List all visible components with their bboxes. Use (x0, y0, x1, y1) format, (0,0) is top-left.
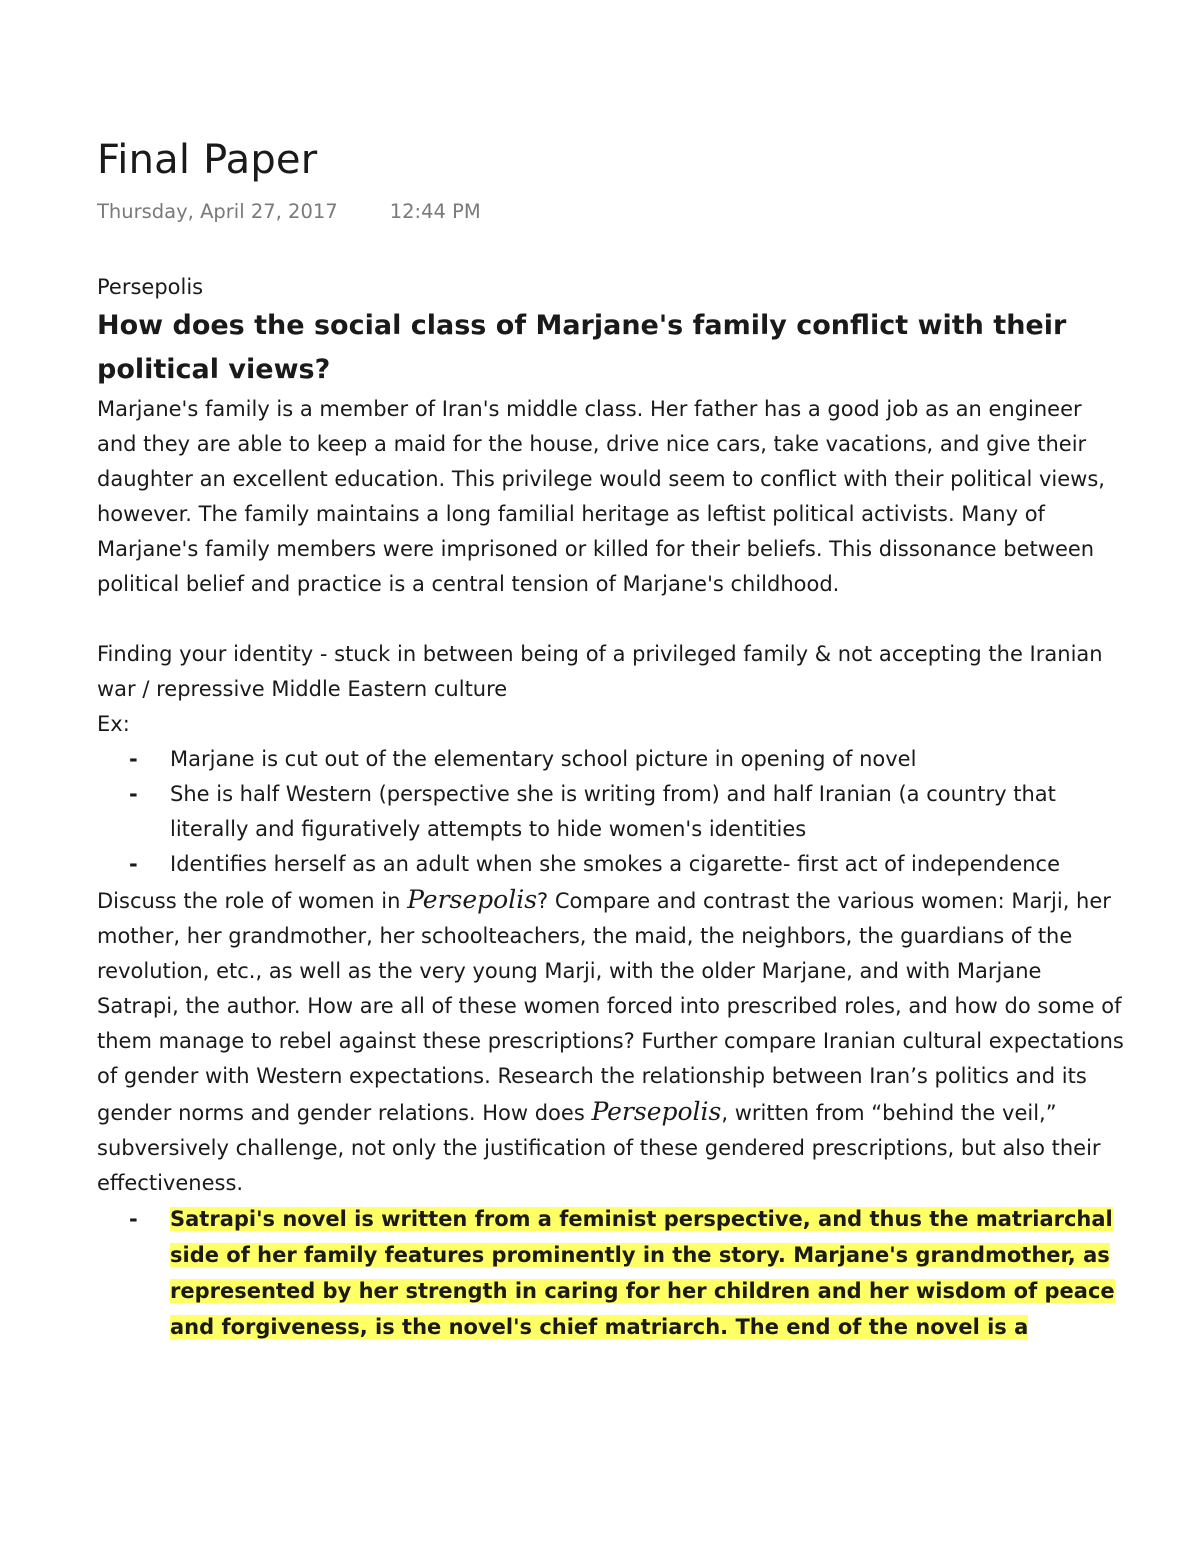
book-title: Persepolis (591, 1097, 722, 1126)
list-item (97, 1201, 1127, 1345)
list-item-text: Marjane is cut out of the elementary school picture in opening of novel (170, 747, 917, 771)
topic-label: Persepolis (97, 275, 204, 299)
discussion-text-2: ? Compare and contrast the various women: Marji, her mother, her grandmother, her schoolteachers, the maid, the neighbors, the guardians of the revolution, etc., as well as the very young Marji, with the older Marjane, and with Marjane Satrapi, the author. How are all of these women forced into prescribed roles, and how do some of them manage to rebel against these prescriptions? Further compare Iranian cultural expectations of gender with Western expectations. Research the relationship between Iran’s politics and its gender norms and gender relations. How does (97, 889, 1124, 1125)
list-item (97, 777, 1127, 847)
paragraph-social-class: Marjane's family is a member of Iran's middle class. Her father has a good job as an engineer and they are able to keep a maid for the house, drive nice cars, take vacations, and give their daughter an excellent education. This privilege would seem to conflict with their political views, however. The family maintains a long familial heritage as leftist political activists. Many of Marjane's family members were imprisoned or killed for their beliefs. This dissonance between political belief and practice is a central tension of Marjane's childhood. (97, 397, 1105, 596)
page-time: 12:44 PM (389, 200, 481, 223)
discussion-text-1: Discuss the role of women in (97, 889, 408, 913)
list-item-text: Identifies herself as an adult when she smokes a cigarette- first act of independence (170, 852, 1061, 876)
discussion-paragraph (97, 882, 1127, 1201)
book-title: Persepolis (407, 885, 538, 914)
identity-heading: Finding your identity - stuck in between being of a privileged family & not accepting the Iranian war / repressive Middle Eastern culture (97, 642, 1103, 701)
list-item (97, 847, 1127, 882)
page-date: Thursday, April 27, 2017 (97, 200, 338, 223)
note-page (97, 134, 1127, 1434)
highlight-bullet-list (97, 1201, 1127, 1345)
identity-bullet-list (97, 742, 1127, 882)
dash-bullet: - (129, 1207, 138, 1231)
list-item (97, 742, 1127, 777)
page-timestamp (97, 198, 1127, 226)
question-heading: How does the social class of Marjane's family conflict with their political views? (97, 310, 1067, 385)
list-item-text: She is half Western (perspective she is writing from) and half Iranian (a country that literally and figuratively attempts to hide women's identities (170, 782, 1056, 841)
dash-bullet: - (129, 782, 138, 806)
spacer (97, 602, 1127, 637)
page-title: Final Paper (97, 137, 318, 183)
highlighted-text: Satrapi's novel is written from a feminist perspective, and thus the matriarchal side of her family features prominently in the story. Marjane's grandmother, as represented by her strength in caring for her children and her wisdom of peace and forgiveness, is the novel's chief matriarch. The end of the novel is a (170, 1207, 1115, 1339)
dash-bullet: - (129, 852, 138, 876)
example-label: Ex: (97, 712, 130, 736)
dash-bullet: - (129, 747, 138, 771)
discussion-text-3: , written from “behind the veil,” subversively challenge, not only the justification of these gendered prescriptions, but also their effectiveness. (97, 1101, 1101, 1195)
